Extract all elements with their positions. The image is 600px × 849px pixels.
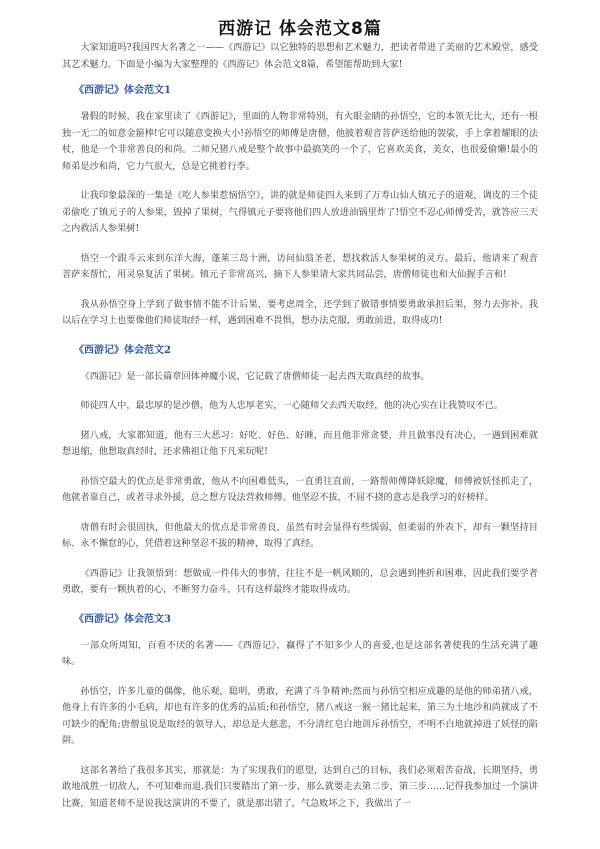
paragraph: 暑假的时候，我在家里读了《西游记》，里面的人物非常特别，有火眼金睛的孙悟空，它的本领无比大，还有一根独一无二的如意金箍棒!它可以随意变换大小!孙悟空的师傅是唐僧，他披着观音菩萨送给他的袈裟，手上拿着耀眼的法杖，他是一个非常善良的和尚。二师兄猪八戒是整个故事中最搞笑的一个了，它喜欢美食，美女，也很爱偷懒!最小的师弟是沙和尚，它力气很大，总是它挑着行李。 — [62, 111, 538, 172]
intro-paragraph: 大家知道吗?我国四大名著之一——《西游记》以它独特的思想和艺术魅力，把读者带进了美丽的艺术殿堂，感受其艺术魅力。下面是小编为大家整理的《西游记》体会范文8篇，希望能帮助到大家! — [62, 42, 538, 70]
paragraph: 唐僧有时会很固执，但他最大的优点是非常善良，虽然有时会显得有些懦弱，但柔弱的外表下，却有一颗坚持目标、永不懈怠的心，凭借着这种坚忍不拔的精神，取得了真经。 — [62, 521, 538, 549]
document-title: 西游记 体会范文8篇 — [218, 19, 382, 39]
paragraph: 孙悟空最大的优点是非常勇敢，他从不向困难低头，一直勇往直前，一路帮师傅降妖除魔，师傅被妖怪抓走了，他就者靠自己，或者寻求外援，总之想方设法营救师傅。他坚忍不拔，不屈不挠的意志是我学习的好榜样。 — [62, 475, 538, 503]
paragraph: 让我印象最深的一集是《吃人参果惹恼悟空》，讲的就是师徒四人来到了万寿山仙人镇元子的道观，调皮的三个徒弟偷吃了镇元子的人参果，毁掉了果树，气得镇元子要将他们四人放进油锅里炸了!悟空不忍心师傅受苦，就答应三天之内救活人参果树! — [62, 190, 538, 234]
paragraph: 悟空一个跟斗云来到东洋大海，蓬莱三岛十洲，访问仙翁圣老，想找救活人参果树的灵方。最后，他请来了观音菩萨来帮忙，用灵泉复活了果树。镇元子非常高兴，摘下人参果请大家共同品尝，唐僧师徒也和大仙握手言和! — [62, 252, 538, 280]
essay-section-2 — [62, 343, 538, 599]
paragraph: 《西游记》让我领悟到：想做成一件伟大的事情，往往不是一帆风顺的，总会遇到挫折和困难，因此我们要学者勇敢，要有一颗执着的心，不断努力奋斗，只有这样最终才能取得成功。 — [62, 567, 538, 595]
paragraph: 我从孙悟空身上学到了做事情不能不计后果，要考虑周全，还学到了做错事情要勇敢承担后果，努力去弥补。我以后在学习上也要像他们师徒取经一样，遇到困难不畏惧，想办法克服，勇敢前进，取得成功! — [62, 298, 538, 326]
essay-section-3 — [62, 612, 538, 813]
paragraph: 猪八戒，大家都知道，他有三大恶习：好吃、好色、好睡，而且他非常贪婪，并且做事没有决心，一遇到困难就想退缩，他想取真经时，还求佛祖让他下凡来玩呢! — [62, 429, 538, 457]
section-heading: 《西游记》体会范文1 — [74, 85, 171, 96]
paragraph: 这部名著给了我很多其实，那就是：为了实现我们的愿望，达到自己的目标，我们必须艰苦奋战，长期坚持，勇敢地战胜一切敌人，不可知难而退.我们只要踏出了第一步，那么就要走去第二步，第三步……记得我参加过一个演讲比赛，知道老师不是说我这演讲的不要了，就是那出错了，气急败坏之下，我做出了一 — [62, 764, 538, 809]
paragraph: 一部众所周知，百看不厌的名著——《西游记》，赢得了不知多少人的喜爱,也是这部名著使我的生活充满了趣味。 — [62, 639, 538, 667]
paragraph: 孙悟空，许多儿童的偶像，他乐观，聪明，勇敢，充满了斗争精神;然而与孙悟空相应成趣的是他的师弟猪八戒，他身上有许多的小毛病，却也有许多的优秀的品质;和孙悟空，猪八戒这一猴一猪比起来，第三为土地沙和尚就成了不可缺少的配角;唐僧虽说是取经的领导人，却总是大慈悲，不分清红皂白地训斥孙悟空，不明不白地就掉进了妖怪的陷阱。 — [62, 685, 538, 746]
essay-section-1 — [62, 83, 538, 330]
section-heading: 《西游记》体会范文2 — [74, 344, 171, 356]
paragraph: 师徒四人中，最忠厚的是沙僧，他为人忠厚老实，一心随师父去西天取经，他的决心实在让我赞叹不已。 — [80, 400, 504, 411]
section-heading: 《西游记》体会范文3 — [74, 613, 171, 625]
paragraph: 《西游记》是一部长篇章回体神魔小说，它记载了唐僧师徒一起去西天取真经的故事。 — [80, 370, 430, 382]
